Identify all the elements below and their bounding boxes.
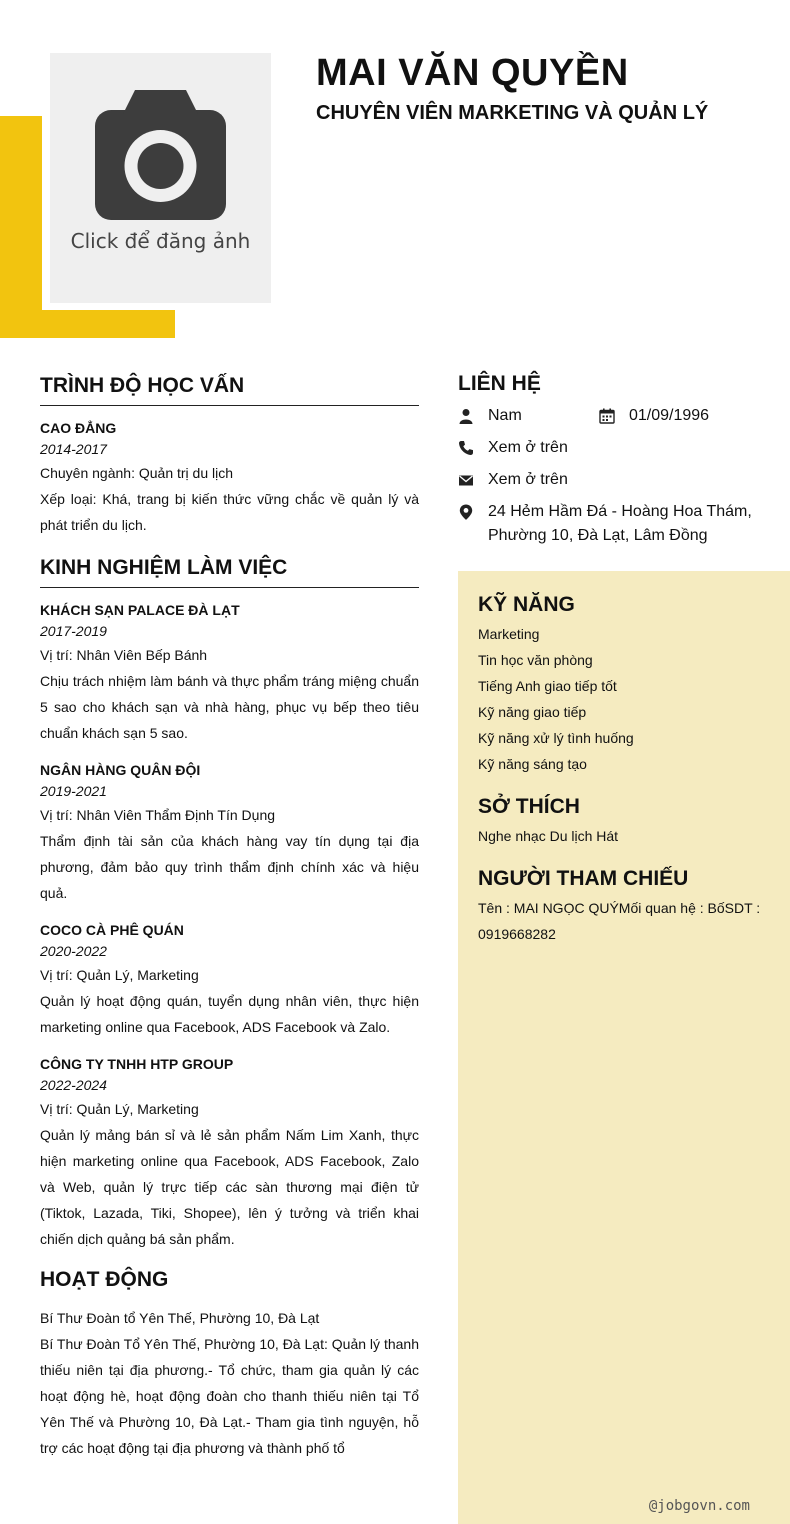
hobbies-section	[478, 795, 770, 849]
references-section	[478, 867, 770, 947]
activity-role: Bí Thư Đoàn tổ Yên Thế, Phường 10, Đà Lạt	[40, 1310, 320, 1326]
skill-item: Kỹ năng giao tiếp	[478, 704, 587, 720]
education-note: Xếp loại: Khá, trang bị kiến thức vững chắc về quản lý và phát triển du lịch.	[40, 491, 419, 533]
skill-item: Kỹ năng sáng tạo	[478, 756, 587, 772]
left-column	[40, 374, 419, 1461]
experience-entry	[40, 600, 419, 746]
accent-bar-horizontal	[0, 310, 175, 338]
experience-description: Quản lý mảng bán sỉ và lẻ sản phẩm Nấm Lim Xanh, thực hiện marketing online qua Facebook, ADS Facebook, Zalo và Web, quản lý trực tiếp các sàn thương mại điện tử (Tiktok, Lazada, Tiki, Shopee), lên ý tưởng và triển khai chiến dịch quảng bá sản phẩm.	[40, 1127, 419, 1247]
activity-description: Bí Thư Đoàn Tổ Yên Thế, Phường 10, Đà Lạt: Quản lý thanh thiếu niên tại địa phương.- Tổ chức, tham gia quản lý các hoạt động hè, hoạt động đoàn cho thanh thiếu niên tại Tổ Yên Thế và Phường 10, Đà Lạt.- Tham gia tình nguyện, hỗ trợ các hoạt động tại địa phương và thành phố tổ	[40, 1336, 419, 1456]
experience-period: 2017-2019	[40, 623, 107, 639]
candidate-name: MAI VĂN QUYỀN	[316, 52, 629, 94]
experience-period: 2022-2024	[40, 1077, 107, 1093]
side-panel	[458, 571, 790, 1524]
company-name: KHÁCH SẠN PALACE ĐÀ LẠT	[40, 602, 240, 618]
contact-email: Xem ở trên	[488, 471, 568, 488]
person-icon	[458, 408, 474, 424]
company-name: CÔNG TY TNHH HTP GROUP	[40, 1056, 234, 1072]
education-major: Chuyên ngành: Quản trị du lịch	[40, 465, 234, 481]
contact-gender: Nam	[488, 407, 522, 424]
activities-title: HOẠT ĐỘNG	[40, 1268, 169, 1291]
experience-description: Quản lý hoạt động quán, tuyển dụng nhân viên, thực hiện marketing online qua Facebook, ADS Facebook và Zalo.	[40, 993, 419, 1035]
side-panel-content	[478, 593, 770, 965]
contact-gender-row	[458, 404, 758, 428]
experience-entry	[40, 760, 419, 906]
contact-dob-group	[599, 404, 709, 428]
location-pin-icon	[458, 504, 474, 520]
skill-item: Marketing	[478, 626, 540, 642]
skill-item: Tin học văn phòng	[478, 652, 593, 668]
hobbies-title: SỞ THÍCH	[478, 795, 580, 818]
company-name: NGÂN HÀNG QUÂN ĐỘI	[40, 762, 201, 778]
experience-position: Vị trí: Nhân Viên Bếp Bánh	[40, 647, 208, 663]
experience-period: 2019-2021	[40, 783, 107, 799]
activity-entry	[40, 1305, 419, 1461]
experience-entry	[40, 1054, 419, 1252]
camera-icon	[95, 90, 226, 220]
education-entry	[40, 418, 419, 538]
photo-upload-label: Click để đăng ảnh	[70, 229, 251, 253]
contact-title: LIÊN HỆ	[458, 372, 541, 395]
contact-phone-row[interactable]	[458, 436, 758, 460]
education-title: TRÌNH ĐỘ HỌC VẤN	[40, 374, 419, 406]
contact-email-row[interactable]	[458, 468, 758, 492]
experience-entry	[40, 920, 419, 1040]
references-text: Tên : MAI NGỌC QUÝMối quan hệ : BốSDT : 0919668282	[478, 900, 761, 942]
experience-period: 2020-2022	[40, 943, 107, 959]
calendar-icon	[599, 408, 615, 424]
experience-position: Vị trí: Nhân Viên Thẩm Định Tín Dụng	[40, 807, 276, 823]
mail-icon	[458, 472, 474, 488]
education-period: 2014-2017	[40, 441, 107, 457]
skills-section	[478, 593, 770, 777]
photo-upload[interactable]	[50, 53, 271, 303]
school-name: CAO ĐẲNG	[40, 420, 117, 436]
watermark: @jobgovn.com	[648, 1498, 750, 1514]
candidate-job-title: CHUYÊN VIÊN MARKETING VÀ QUẢN LÝ	[316, 102, 709, 124]
experience-title: KINH NGHIỆM LÀM VIỆC	[40, 556, 419, 588]
experience-description: Thẩm định tài sản của khách hàng vay tín dụng tại địa phương, đảm bảo quy trình thẩm định chính xác và hiệu quả.	[40, 833, 419, 901]
contact-dob: 01/09/1996	[629, 407, 710, 424]
contact-address: 24 Hẻm Hầm Đá - Hoàng Hoa Thám, Phường 10, Đà Lạt, Lâm Đồng	[488, 503, 752, 544]
skills-title: KỸ NĂNG	[478, 593, 575, 616]
contact-section	[458, 372, 758, 548]
phone-icon	[458, 440, 474, 456]
hobbies-text: Nghe nhạc Du lịch Hát	[478, 828, 619, 844]
contact-phone: Xem ở trên	[488, 439, 568, 456]
experience-description: Chịu trách nhiệm làm bánh và thực phẩm tráng miệng chuẩn 5 sao cho khách sạn và nhà hàng, phục vụ bếp theo tiêu chuẩn khách sạn 5 sao.	[40, 673, 419, 741]
contact-address-row	[458, 500, 758, 548]
company-name: COCO CÀ PHÊ QUÁN	[40, 922, 184, 938]
experience-position: Vị trí: Quản Lý, Marketing	[40, 1101, 199, 1117]
skill-item: Kỹ năng xử lý tình huống	[478, 730, 634, 746]
experience-position: Vị trí: Quản Lý, Marketing	[40, 967, 199, 983]
skill-item: Tiếng Anh giao tiếp tốt	[478, 678, 617, 694]
accent-bar-vertical	[0, 116, 42, 338]
references-title: NGƯỜI THAM CHIẾU	[478, 867, 689, 890]
